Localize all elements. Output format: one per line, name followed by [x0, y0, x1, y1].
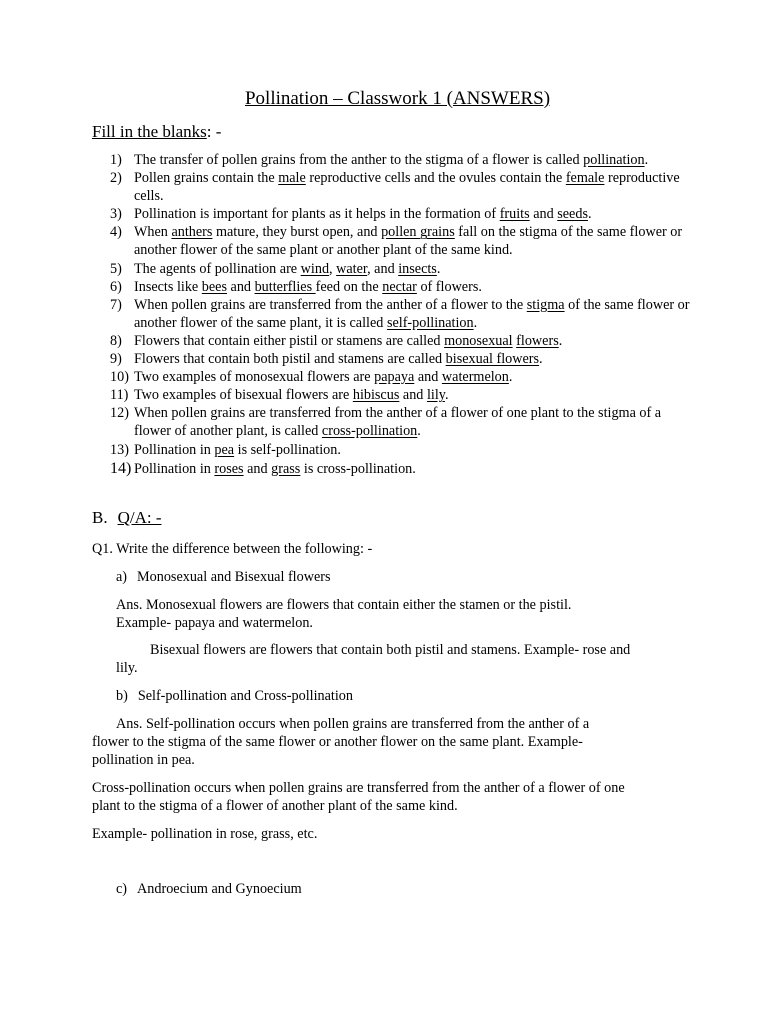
blank-item-number: 6) — [110, 278, 122, 295]
blank-item-text: . — [473, 314, 478, 331]
blank-answer: male — [278, 170, 306, 187]
blank-item-number: 5) — [110, 260, 122, 277]
q1b-heading — [116, 687, 353, 705]
q1a-answer-monosexual — [116, 596, 571, 632]
answer-line: Cross-pollination occurs when pollen grains are transferred from the anther of a flower of one — [92, 780, 625, 796]
blank-answer: stigma — [526, 296, 565, 313]
answer-line: plant to the stigma of a flower of another plant of the same kind. — [92, 798, 458, 815]
blank-item-text: . — [417, 423, 421, 440]
blank-answer: lily — [426, 387, 445, 404]
blank-item-number: 14) — [110, 459, 132, 477]
blank-item-text: The transfer of pollen grains from the anther to the stigma of a flower is called — [134, 152, 584, 168]
blank-item-text: , — [329, 260, 337, 277]
blank-item-text: of the same flower or another flower of the same plant, it is called — [134, 296, 690, 331]
blank-item-number: 11) — [110, 387, 129, 404]
blank-item-text: Pollen grains contain the — [134, 170, 279, 187]
blank-item-text: mature, they burst open, and — [212, 224, 382, 241]
q1c-title: Androecium and Gynoecium — [137, 881, 302, 897]
blank-answer: flowers — [516, 332, 559, 349]
q1a-label: a) — [116, 569, 128, 585]
blank-answer: anthers — [171, 224, 213, 241]
blank-item-text: When pollen grains are transferred from the anther of a flower of one plant to the stigma of a flower of another plant, is called — [134, 405, 662, 440]
blank-item-number: 13) — [110, 441, 129, 458]
blank-answer: seeds — [557, 206, 588, 223]
fill-blanks-suffix: : - — [206, 122, 222, 141]
q1c-heading — [116, 880, 302, 898]
blank-item-text: . — [644, 152, 649, 168]
blank-item-text: Pollination is important for plants as it helps in the formation of — [134, 206, 500, 223]
blank-item-number: 9) — [110, 351, 122, 368]
blank-item-text: Two examples of monosexual flowers are — [134, 369, 375, 386]
blank-answer: female — [565, 170, 605, 187]
blank-item-text: feed on the — [315, 278, 383, 295]
blank-answer: bees — [201, 278, 227, 295]
q1a-title: Monosexual and Bisexual flowers — [137, 569, 331, 585]
answer-line: lily. — [116, 660, 138, 677]
blank-answer: nectar — [382, 278, 417, 295]
blank-item-text: Pollination in — [134, 460, 215, 477]
blank-item — [92, 296, 692, 332]
blank-item-text: , and — [367, 260, 399, 277]
blank-answer: cross-pollination — [321, 423, 418, 440]
blank-item — [92, 205, 692, 223]
blank-item-text: . — [444, 387, 449, 404]
blank-item — [92, 350, 692, 368]
blank-item-text: Insects like — [134, 278, 202, 295]
q1b-title: Self-pollination and Cross-pollination — [137, 688, 353, 704]
answer-line: pollination in pea. — [92, 752, 195, 769]
q1-prompt: Q1. Write the difference between the following: - — [92, 541, 373, 557]
blank-item — [92, 223, 692, 259]
blank-answer: bisexual flowers — [445, 351, 540, 368]
blank-item-number: 2) — [110, 170, 122, 187]
blank-item-text: and — [399, 387, 427, 404]
blank-item — [92, 332, 692, 350]
blank-answer: wind — [300, 260, 330, 277]
blank-item-text: The agents of pollination are — [134, 260, 301, 277]
blank-item-text: and — [529, 206, 558, 223]
blank-item-text: Flowers that contain both pistil and stamens are called — [134, 351, 446, 368]
q1b-answer-self — [92, 715, 589, 769]
fill-blanks-heading — [92, 122, 221, 142]
blank-item — [92, 151, 692, 169]
blank-item-text: Pollination in — [134, 441, 215, 458]
blank-answer: fruits — [499, 206, 530, 223]
blank-item — [92, 368, 692, 386]
blank-item-text: and — [243, 460, 272, 477]
blank-answer: hibiscus — [352, 387, 400, 404]
q1c-label: c) — [116, 881, 128, 897]
blank-answer: pollen grains — [381, 224, 455, 241]
blank-item-text: . — [508, 369, 513, 386]
blank-answer: pea — [214, 441, 235, 458]
blank-item-text: is self-pollination. — [234, 441, 341, 458]
blank-item — [92, 260, 692, 278]
blank-item-number: 4) — [110, 224, 122, 241]
blank-item-text: reproductive cells and the ovules contain the — [305, 170, 566, 187]
blank-item — [92, 278, 692, 296]
blank-item-text: . — [587, 206, 592, 223]
blank-item — [92, 441, 692, 459]
qa-section-letter: B. — [92, 508, 108, 527]
blank-item-number: 10) — [110, 369, 129, 386]
blank-answer: grass — [271, 460, 301, 477]
blank-answer: monosexual — [444, 332, 513, 349]
blank-answer: pollination — [583, 152, 645, 168]
blank-item-text: reproductive cells. — [134, 170, 680, 205]
blank-item-number: 7) — [110, 296, 122, 313]
blank-item-text: . — [558, 332, 563, 349]
blank-item-number: 8) — [110, 332, 122, 349]
blank-item-text: and — [414, 369, 442, 386]
q1a-heading — [116, 568, 331, 586]
q1a-answer-bisexual — [116, 641, 630, 677]
blank-item-text: . — [539, 351, 543, 368]
q1b-answer-cross — [92, 779, 625, 815]
blank-item-text: Two examples of bisexual flowers are — [134, 387, 353, 404]
blank-item-text: When pollen grains are transferred from the anther of a flower to the — [134, 296, 527, 313]
answer-line: Example- papaya and watermelon. — [116, 615, 313, 632]
blank-answer: butterflies — [254, 278, 316, 295]
answer-line: Ans. Self-pollination occurs when pollen grains are transferred from the anther of a — [116, 716, 590, 732]
answer-line: Bisexual flowers are flowers that contain both pistil and stamens. Example- rose and — [150, 642, 631, 658]
page-title: Pollination – Classwork 1 (ANSWERS) — [244, 88, 551, 109]
blank-item-text: fall on the stigma of the same flower or another flower of the same plant or another plant of the same kind. — [134, 224, 683, 259]
q1b-label: b) — [116, 688, 128, 704]
blank-item-text: is cross-pollination. — [300, 460, 416, 477]
blank-item-text: and — [226, 278, 255, 295]
answer-line: Ans. Monosexual flowers are flowers that contain either the stamen or the pistil. — [116, 597, 572, 613]
answer-line: flower to the stigma of the same flower or another flower on the same plant. Example- — [92, 734, 583, 751]
blank-answer: papaya — [374, 369, 415, 386]
blank-answer: insects — [398, 260, 437, 277]
blank-answer: water — [336, 260, 368, 277]
blank-item-number: 1) — [110, 152, 122, 168]
fill-blanks-label: Fill in the blanks — [92, 122, 207, 141]
qa-section-title: Q/A: - — [117, 508, 162, 527]
blank-item-number: 3) — [110, 206, 122, 223]
qa-heading — [92, 508, 162, 528]
blank-item-text: . — [436, 260, 441, 277]
fill-blanks-list — [92, 151, 692, 478]
blank-item — [92, 460, 692, 478]
blank-item — [92, 404, 692, 440]
blank-item-number: 12) — [110, 405, 129, 422]
blank-item — [92, 386, 692, 404]
blank-item-text: Flowers that contain either pistil or stamens are called — [134, 332, 445, 349]
blank-item-text: When — [134, 224, 172, 241]
blank-item-text: of flowers. — [416, 278, 482, 295]
q1b-example: Example- pollination in rose, grass, etc. — [92, 826, 318, 842]
blank-answer: roses — [214, 460, 244, 477]
blank-answer: watermelon — [441, 369, 509, 386]
blank-answer: self-pollination — [386, 314, 474, 331]
blank-item — [92, 169, 692, 205]
